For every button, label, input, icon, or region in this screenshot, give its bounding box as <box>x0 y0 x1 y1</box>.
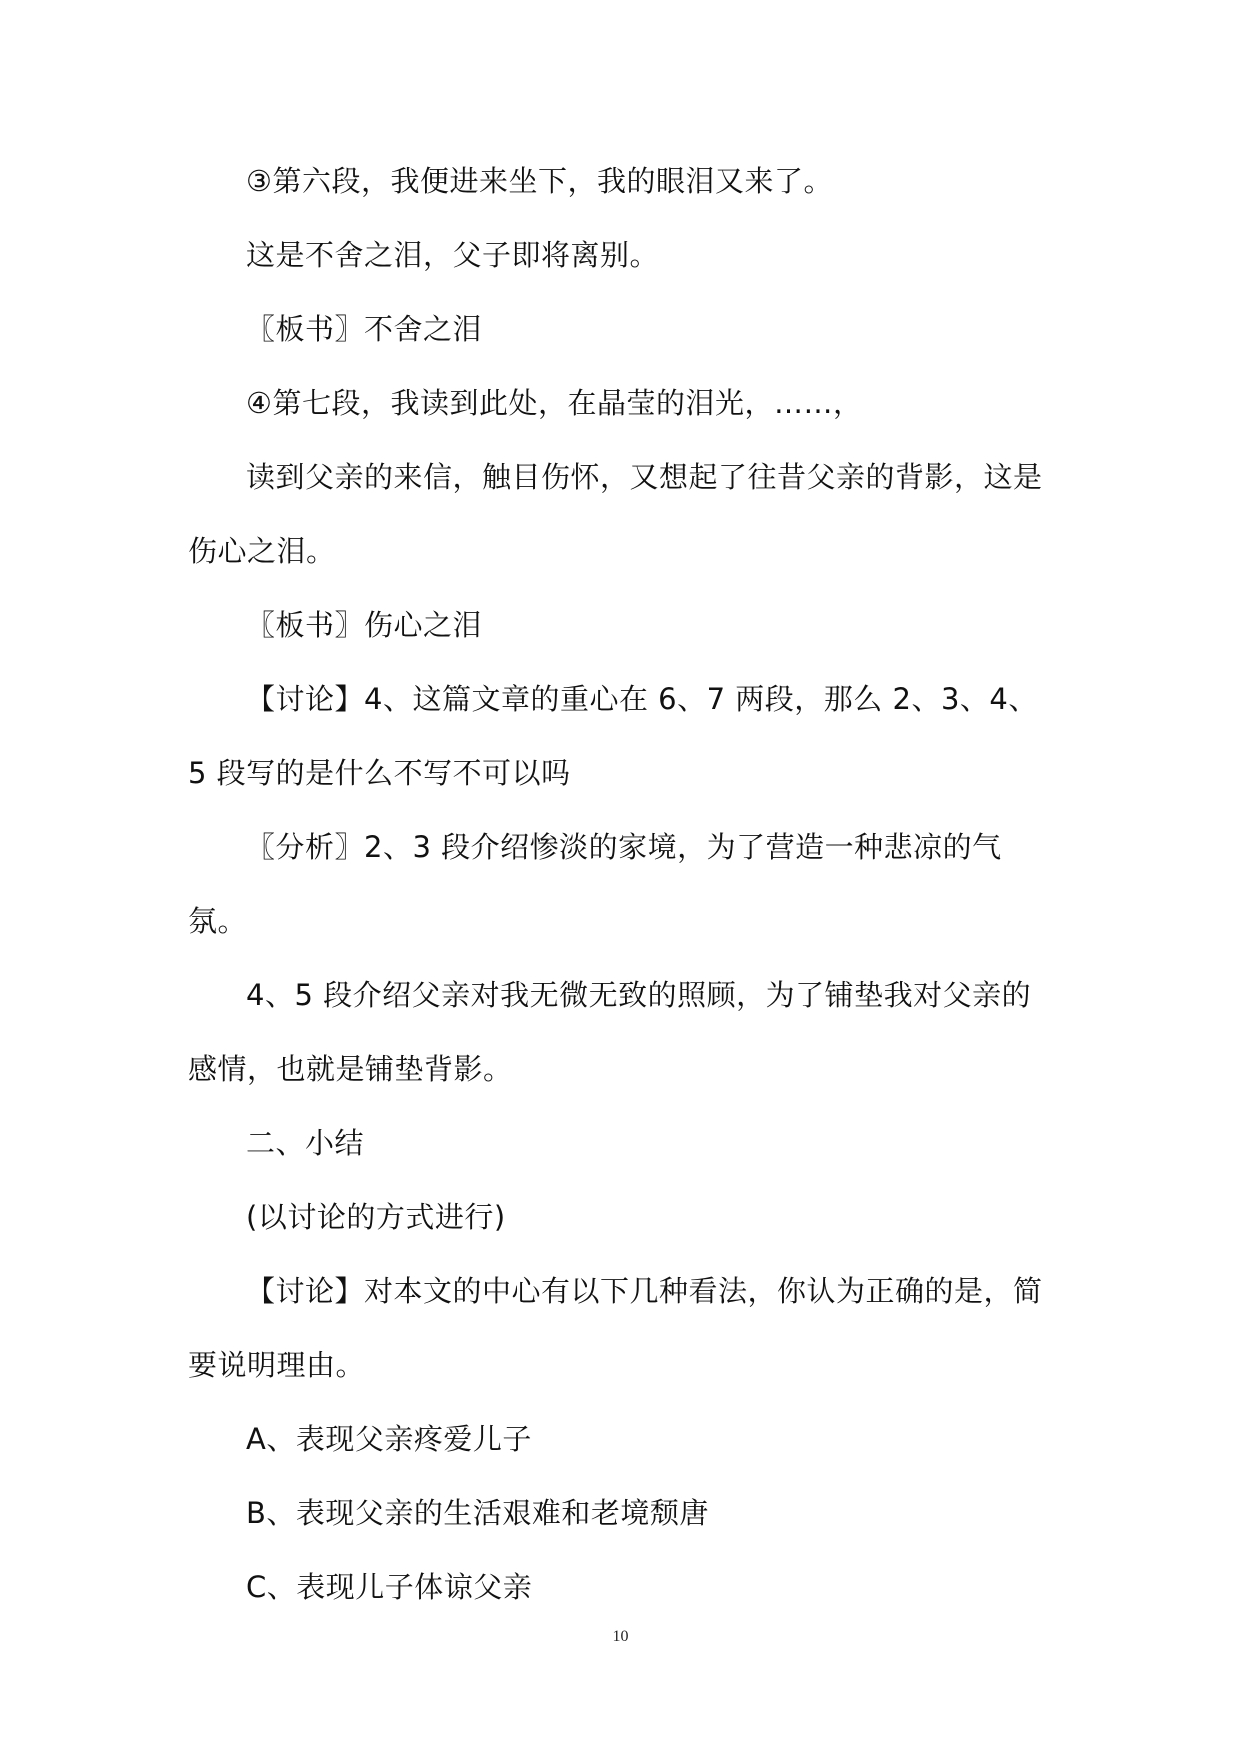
paragraph: ④第七段，我读到此处，在晶莹的泪光，……， <box>246 386 863 420</box>
option-item: C、表现儿子体谅父亲 <box>246 1570 533 1604</box>
option-item: B、表现父亲的生活艰难和老境颓唐 <box>246 1496 709 1530</box>
paragraph: 这是不舍之泪，父子即将离别。 <box>246 238 660 272</box>
paragraph: 【讨论】4、这篇文章的重心在 6、7 两段，那么 2、3、4、5 段写的是什么不写不可以吗 <box>188 682 1038 790</box>
paragraph: 4、5 段介绍父亲对我无微无致的照顾，为了铺垫我对父亲的感情，也就是铺垫背影。 <box>188 978 1032 1086</box>
paragraph: 【讨论】对本文的中心有以下几种看法，你认为正确的是，简要说明理由。 <box>188 1274 1043 1382</box>
paragraph: (以讨论的方式进行) <box>246 1200 506 1234</box>
document-body <box>188 144 1053 1624</box>
option-item: A、表现父亲疼爱儿子 <box>246 1422 532 1456</box>
paragraph: 〖板书〗不舍之泪 <box>246 312 483 346</box>
paragraph: 〖板书〗伤心之泪 <box>246 608 483 642</box>
section-heading: 二、小结 <box>246 1126 365 1160</box>
paragraph: 读到父亲的来信，触目伤怀，又想起了往昔父亲的背影，这是伤心之泪。 <box>188 460 1043 568</box>
paragraph: 〖分析〗2、3 段介绍惨淡的家境，为了营造一种悲凉的气氛。 <box>188 830 1002 938</box>
paragraph: ③第六段，我便进来坐下，我的眼泪又来了。 <box>246 164 833 198</box>
page-number: 10 <box>612 1628 629 1645</box>
